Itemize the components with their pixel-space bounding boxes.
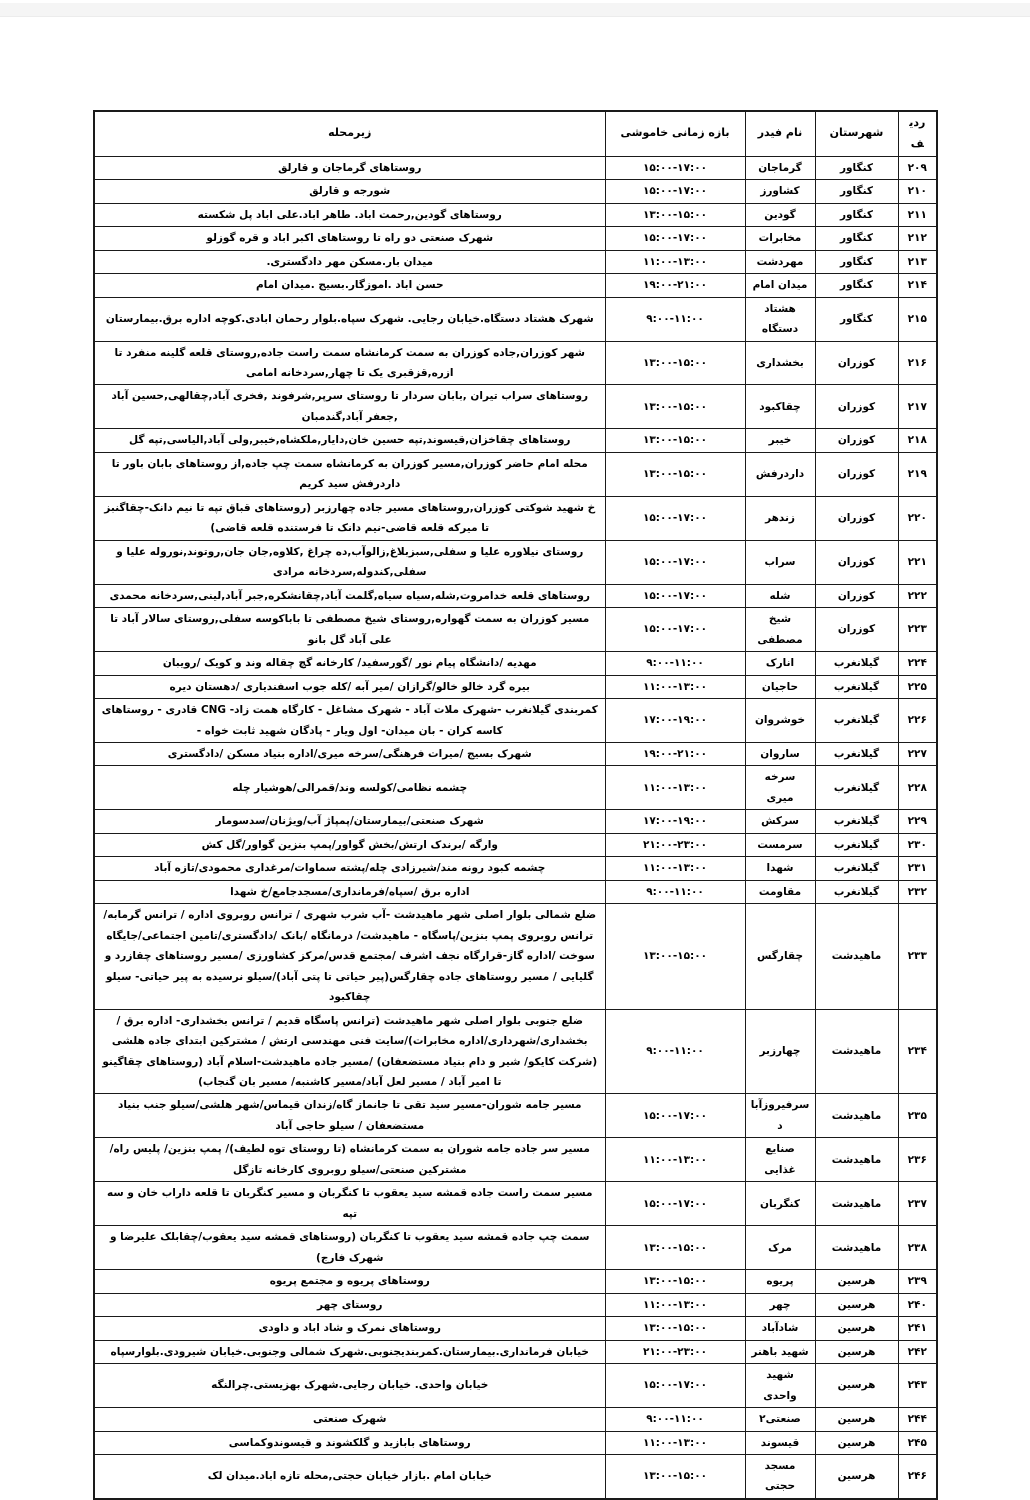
subneighborhood-cell: ضلع شمالی بلوار اصلی شهر ماهیدشت -آب شرب شهری / ترانس روبروی اداره / ترانس گرمابه/ترانس روبروی پمپ بنزین/پاسگاه - ماهیدشت/ درمانگاه /بانک /دادگستری/تامین اجتماعی/جایگاه سوخت /اداره گاز-قرارگاه نجف اشرف /مجتمع قدس/مرکز کشاورزی /مسیر روستاهای چقازرد و گلیایی / مسیر روستاهای جاده چقارگس(پیر حیاتی تا پتی آباد)/سیلو نرسیده به پیر حیاتی- سیلو چقاکبود [94, 904, 605, 1009]
table-row [94, 203, 937, 226]
county-cell: گیلانغرب [815, 699, 898, 743]
table-row [94, 496, 937, 540]
row-number-cell: ۲۱۴ [898, 274, 937, 297]
row-number-cell: ۲۱۳ [898, 250, 937, 273]
row-number-cell: ۲۲۳ [898, 608, 937, 652]
outage-time-cell: ۹:۰۰-۱۱:۰۰ [605, 1408, 745, 1431]
feeder-name-cell: شهید باهنر [745, 1340, 815, 1363]
row-number-cell: ۲۴۲ [898, 1340, 937, 1363]
outage-time-cell: ۱۵:۰۰-۱۷:۰۰ [605, 540, 745, 584]
county-cell: کوزران [815, 341, 898, 385]
table-row [94, 1431, 937, 1454]
subneighborhood-cell: روستاهای نمرک و شاد اباد و داودی [94, 1317, 605, 1340]
table-row [94, 297, 937, 341]
subneighborhood-cell: شهرک صنعتی دو راه تا روستاهای اکبر اباد و قره گوزلو [94, 227, 605, 250]
feeder-name-cell: داردرفش [745, 452, 815, 496]
row-number-cell: ۲۲۴ [898, 652, 937, 675]
feeder-name-cell: سرمست [745, 833, 815, 856]
subneighborhood-cell: ضلع جنوبی بلوار اصلی شهر ماهیدشت (ترانس پاسگاه قدیم / ترانس بخشداری- اداره برق /بخشداری/شهرداری/اداره مخابرات)/سایت فنی مهندسی ارتش / مشترکین ابتدای جاده هلشی (شرکت کایکو/ شیر و دام بنیاد مستضعفان) /مسیر جاده ماهیدشت-اسلام آباد (روستاهای چقاگینو تا امیر آباد / مسیر لعل آباد/مسیر کاشنبه/ مسیر بان گنجاب) [94, 1009, 605, 1094]
county-cell: کنگاور [815, 227, 898, 250]
feeder-name-cell: شادآباد [745, 1317, 815, 1340]
subneighborhood-cell: شهر کوزران,جاده کوزران به سمت کرمانشاه سمت راست جاده,روستای قلعه گلینه منفرد تا ازره,قزقبری یک تا چهار,سردخانه امامی [94, 341, 605, 385]
county-cell: ماهیدشت [815, 1226, 898, 1270]
county-cell: هرسین [815, 1270, 898, 1293]
county-cell: کوزران [815, 608, 898, 652]
table-row [94, 675, 937, 698]
table-row [94, 1226, 937, 1270]
row-number-cell: ۲۳۸ [898, 1226, 937, 1270]
feeder-name-cell: چقارگس [745, 904, 815, 1009]
outage-time-cell: ۱۵:۰۰-۱۷:۰۰ [605, 584, 745, 607]
outage-time-cell: ۱۵:۰۰-۱۷:۰۰ [605, 1364, 745, 1408]
row-number-cell: ۲۳۷ [898, 1182, 937, 1226]
feeder-name-cell: مسجد حجتی [745, 1454, 815, 1498]
subneighborhood-cell: مسیر سمت راست جاده قمشه سید یعقوب تا کنگربان و مسیر کنگربان تا قلعه داراب خان و سه تپه [94, 1182, 605, 1226]
table-row [94, 180, 937, 203]
county-cell: کنگاور [815, 156, 898, 179]
row-number-cell: ۲۲۶ [898, 699, 937, 743]
header-feeder-name: نام فیدر [745, 111, 815, 156]
subneighborhood-cell: مسیر کوزران به سمت گهواره,روستای شیخ مصطفی تا باباکوسه سفلی,روستای سالار آباد تا علی آباد گل بانو [94, 608, 605, 652]
county-cell: هرسین [815, 1364, 898, 1408]
row-number-cell: ۲۴۰ [898, 1293, 937, 1316]
outage-time-cell: ۲۱:۰۰-۲۳:۰۰ [605, 833, 745, 856]
table-row [94, 1009, 937, 1094]
feeder-name-cell: بخشداری [745, 341, 815, 385]
feeder-name-cell: مهردشت [745, 250, 815, 273]
table-row [94, 1408, 937, 1431]
subneighborhood-cell: روستاهای قلعه خدامروت,شله,سیاه سیاه,گلمت آباد,چقانشکره,جبر آباد,لینی,سردخانه محمدی [94, 584, 605, 607]
outage-schedule-table [93, 110, 938, 1500]
row-number-cell: ۲۳۴ [898, 1009, 937, 1094]
feeder-name-cell: خوشروان [745, 699, 815, 743]
subneighborhood-cell: روستای چهر [94, 1293, 605, 1316]
table-row [94, 540, 937, 584]
subneighborhood-cell: کمربندی گیلانغرب -شهرک ملات آباد - شهرک مشاغل - کارگاه همت زاد- CNG قادری - روستاهای کاسه کران - بان میدان- اول ویار - پادگان شهید ثابت خواه - [94, 699, 605, 743]
table-row [94, 833, 937, 856]
row-number-cell: ۲۱۲ [898, 227, 937, 250]
outage-time-cell: ۱۱:۰۰-۱۳:۰۰ [605, 1293, 745, 1316]
table-row [94, 1094, 937, 1138]
feeder-name-cell: شیخ مصطفی [745, 608, 815, 652]
subneighborhood-cell: شهرک صنعتی [94, 1408, 605, 1431]
outage-time-cell: ۱۱:۰۰-۱۳:۰۰ [605, 250, 745, 273]
row-number-cell: ۲۴۳ [898, 1364, 937, 1408]
county-cell: کوزران [815, 452, 898, 496]
header-row-number: ردیف [898, 111, 937, 156]
county-cell: هرسین [815, 1340, 898, 1363]
row-number-cell: ۲۰۹ [898, 156, 937, 179]
feeder-name-cell: چهر [745, 1293, 815, 1316]
feeder-name-cell: گرماجان [745, 156, 815, 179]
header-outage-time-range: بازه زمانی خاموشی [605, 111, 745, 156]
table-body [94, 156, 937, 1499]
subneighborhood-cell: بیره گرد خالو خالو/گرازان /میر آبه /کله جوب اسفندیاری /دهستان دیره [94, 675, 605, 698]
table-row [94, 1364, 937, 1408]
header-subneighborhood: زیرمحله [94, 111, 605, 156]
document-sheet [95, 110, 938, 1500]
subneighborhood-cell: شورجه و قارلق [94, 180, 605, 203]
row-number-cell: ۲۳۰ [898, 833, 937, 856]
county-cell: کنگاور [815, 250, 898, 273]
county-cell: گیلانغرب [815, 652, 898, 675]
subneighborhood-cell: چشمه نظامی/کولسه وند/قمرالی/هوشیار چله [94, 766, 605, 810]
feeder-name-cell: مقاومت [745, 880, 815, 903]
county-cell: هرسین [815, 1408, 898, 1431]
table-row [94, 385, 937, 429]
feeder-name-cell: میدان امام [745, 274, 815, 297]
county-cell: کنگاور [815, 203, 898, 226]
outage-time-cell: ۱۳:۰۰-۱۵:۰۰ [605, 1454, 745, 1498]
table-row [94, 452, 937, 496]
subneighborhood-cell: شهرک هشتاد دستگاه.خیابان رجایی. شهرک سپاه.بلوار رحمان ابادی.کوچه اداره برق.بیمارستان [94, 297, 605, 341]
table-row [94, 1454, 937, 1498]
subneighborhood-cell: خیابان واحدی. خیابان رجایی.شهرک بهزیستی.چرالنگه [94, 1364, 605, 1408]
outage-time-cell: ۱۷:۰۰-۱۹:۰۰ [605, 810, 745, 833]
county-cell: گیلانغرب [815, 833, 898, 856]
subneighborhood-cell: محله امام حاضر کوزران,مسیر کوزران به کرمانشاه سمت چپ جاده,از روستاهای بابان باور تا داردرفش سید کریم [94, 452, 605, 496]
subneighborhood-cell: سمت چپ جاده قمشه سید یعقوب تا کنگربان (روستاهای قمشه سید یعقوب/چقابلک علیرضا و شهرک فارج) [94, 1226, 605, 1270]
feeder-name-cell: شهید واحدی [745, 1364, 815, 1408]
feeder-name-cell: صنایع غذایی [745, 1138, 815, 1182]
county-cell: کوزران [815, 429, 898, 452]
county-cell: هرسین [815, 1293, 898, 1316]
row-number-cell: ۲۲۰ [898, 496, 937, 540]
feeder-name-cell: مخابرات [745, 227, 815, 250]
subneighborhood-cell: مسیر جامه شوران-مسیر سید تقی تا جانماز گاه/زندان قیماس/شهر هلشی/سیلو جنب بنیاد مستضعفان / سیلو حاجی آباد [94, 1094, 605, 1138]
feeder-name-cell: کشاورز [745, 180, 815, 203]
row-number-cell: ۲۲۲ [898, 584, 937, 607]
row-number-cell: ۲۱۵ [898, 297, 937, 341]
row-number-cell: ۲۱۶ [898, 341, 937, 385]
row-number-cell: ۲۳۲ [898, 880, 937, 903]
table-row [94, 652, 937, 675]
feeder-name-cell: پریوه [745, 1270, 815, 1293]
feeder-name-cell: ساروان [745, 742, 815, 765]
subneighborhood-cell: چشمه کبود رونه مند/شیرزادی چله/پشته سماوات/مرغداری محمودی/تازه آباد [94, 857, 605, 880]
subneighborhood-cell: وارگه /برندک ارتش/بخش گواور/پمپ بنزین گواور/گل کش [94, 833, 605, 856]
outage-time-cell: ۱۵:۰۰-۱۷:۰۰ [605, 1182, 745, 1226]
subneighborhood-cell: روستاهای بابازید و گلکشوند و قیسوندوکماسی [94, 1431, 605, 1454]
county-cell: گیلانغرب [815, 766, 898, 810]
subneighborhood-cell: روستای نیلاوره علیا و سفلی,سبزبلاغ,زالوآب,ده چراغ ,کلاوه,جان جان,روتوند,نوروله علیا و سفلی,کندوله,سردخانه مرادی [94, 540, 605, 584]
table-row [94, 1293, 937, 1316]
outage-time-cell: ۱۵:۰۰-۱۷:۰۰ [605, 608, 745, 652]
outage-time-cell: ۱۱:۰۰-۱۳:۰۰ [605, 857, 745, 880]
outage-time-cell: ۱۳:۰۰-۱۵:۰۰ [605, 203, 745, 226]
feeder-name-cell: مرک [745, 1226, 815, 1270]
subneighborhood-cell: روستاهای گودین,رحمت اباد. طاهر اباد.علی اباد پل شکسته [94, 203, 605, 226]
row-number-cell: ۲۲۹ [898, 810, 937, 833]
table-row [94, 584, 937, 607]
row-number-cell: ۲۴۶ [898, 1454, 937, 1498]
feeder-name-cell: شله [745, 584, 815, 607]
table-row [94, 341, 937, 385]
outage-time-cell: ۱۱:۰۰-۱۳:۰۰ [605, 1431, 745, 1454]
outage-time-cell: ۱۳:۰۰-۱۵:۰۰ [605, 1226, 745, 1270]
table-row [94, 699, 937, 743]
table-row [94, 766, 937, 810]
subneighborhood-cell: خیابان فرمانداری.بیمارستان.کمربندیجنوبی.شهرک شمالی وجنوبی.خیابان شیرودی.بلوارسپاه [94, 1340, 605, 1363]
feeder-name-cell: سرخه میری [745, 766, 815, 810]
county-cell: هرسین [815, 1431, 898, 1454]
row-number-cell: ۲۱۰ [898, 180, 937, 203]
feeder-name-cell: انارک [745, 652, 815, 675]
subneighborhood-cell: روستاهای گرماجان و قارلق [94, 156, 605, 179]
table-row [94, 810, 937, 833]
outage-time-cell: ۱۳:۰۰-۱۵:۰۰ [605, 341, 745, 385]
table-row [94, 250, 937, 273]
feeder-name-cell: گودین [745, 203, 815, 226]
subneighborhood-cell: میدان بار.مسکن مهر دادگستری. [94, 250, 605, 273]
county-cell: ماهیدشت [815, 1094, 898, 1138]
outage-time-cell: ۱۷:۰۰-۱۹:۰۰ [605, 699, 745, 743]
row-number-cell: ۲۴۵ [898, 1431, 937, 1454]
table-row [94, 227, 937, 250]
county-cell: کوزران [815, 496, 898, 540]
row-number-cell: ۲۱۱ [898, 203, 937, 226]
county-cell: گیلانغرب [815, 742, 898, 765]
table-row [94, 429, 937, 452]
county-cell: کنگاور [815, 297, 898, 341]
row-number-cell: ۲۲۱ [898, 540, 937, 584]
outage-time-cell: ۱۳:۰۰-۱۵:۰۰ [605, 1270, 745, 1293]
outage-time-cell: ۱۹:۰۰-۲۱:۰۰ [605, 274, 745, 297]
outage-time-cell: ۱۳:۰۰-۱۵:۰۰ [605, 1317, 745, 1340]
subneighborhood-cell: روستاهای چقاخزان,قیسوند,تپه حسین خان,دایار,ملکشاه,خیبر,ولی آباد,الیاسی,تپه گل [94, 429, 605, 452]
outage-time-cell: ۱۳:۰۰-۱۵:۰۰ [605, 452, 745, 496]
county-cell: ماهیدشت [815, 1009, 898, 1094]
county-cell: گیلانغرب [815, 810, 898, 833]
subneighborhood-cell: حسن اباد .اموزگار.بسیج .میدان امام [94, 274, 605, 297]
table-header-row [94, 111, 937, 156]
table-row [94, 742, 937, 765]
feeder-name-cell: هشتاد دستگاه [745, 297, 815, 341]
header-county: شهرستان [815, 111, 898, 156]
subneighborhood-cell: روستاهای پریوه و مجتمع پریوه [94, 1270, 605, 1293]
feeder-name-cell: شهدا [745, 857, 815, 880]
feeder-name-cell: کنگربان [745, 1182, 815, 1226]
row-number-cell: ۲۲۷ [898, 742, 937, 765]
subneighborhood-cell: روستاهای سراب تیران ,بابان سردار تا روستای سرپر,شرفوند ,فخری آباد,چقالهی,حسین آباد ,جعفر آباد,گندمبان [94, 385, 605, 429]
feeder-name-cell: قیسوند [745, 1431, 815, 1454]
outage-time-cell: ۲۱:۰۰-۲۳:۰۰ [605, 1340, 745, 1363]
table-row [94, 1182, 937, 1226]
row-number-cell: ۲۱۸ [898, 429, 937, 452]
county-cell: هرسین [815, 1454, 898, 1498]
outage-time-cell: ۱۵:۰۰-۱۷:۰۰ [605, 496, 745, 540]
outage-time-cell: ۱۱:۰۰-۱۳:۰۰ [605, 675, 745, 698]
table-row [94, 1317, 937, 1340]
row-number-cell: ۲۱۷ [898, 385, 937, 429]
feeder-name-cell: زندهر [745, 496, 815, 540]
page-top-strip [0, 3, 1030, 17]
outage-time-cell: ۱۳:۰۰-۱۵:۰۰ [605, 385, 745, 429]
feeder-name-cell: حاجیان [745, 675, 815, 698]
row-number-cell: ۲۳۹ [898, 1270, 937, 1293]
outage-time-cell: ۱۱:۰۰-۱۳:۰۰ [605, 766, 745, 810]
table-row [94, 608, 937, 652]
row-number-cell: ۲۴۴ [898, 1408, 937, 1431]
row-number-cell: ۲۳۶ [898, 1138, 937, 1182]
county-cell: کنگاور [815, 180, 898, 203]
county-cell: ماهیدشت [815, 1138, 898, 1182]
outage-time-cell: ۹:۰۰-۱۱:۰۰ [605, 880, 745, 903]
outage-time-cell: ۱۵:۰۰-۱۷:۰۰ [605, 156, 745, 179]
outage-time-cell: ۱۹:۰۰-۲۱:۰۰ [605, 742, 745, 765]
table-row [94, 904, 937, 1009]
subneighborhood-cell: خ شهید شوکتی کوزران,روستاهای مسیر جاده چهارزبر (روستاهای قباق تپه تا نیم دانک-چقاگنبز تا میرکه قلعه قاضی-نیم دانک تا فرستنده قلعه قاضی) [94, 496, 605, 540]
table-row [94, 1270, 937, 1293]
county-cell: گیلانغرب [815, 880, 898, 903]
feeder-name-cell: صنعتی۲ [745, 1408, 815, 1431]
outage-time-cell: ۹:۰۰-۱۱:۰۰ [605, 297, 745, 341]
subneighborhood-cell: شهرک بسیج /میرات فرهنگی/سرخه میری/اداره بنیاد مسکن /دادگستری [94, 742, 605, 765]
table-row [94, 857, 937, 880]
outage-time-cell: ۹:۰۰-۱۱:۰۰ [605, 652, 745, 675]
feeder-name-cell: چهارزبر [745, 1009, 815, 1094]
county-cell: ماهیدشت [815, 1182, 898, 1226]
table-row [94, 1138, 937, 1182]
county-cell: کنگاور [815, 274, 898, 297]
county-cell: هرسین [815, 1317, 898, 1340]
outage-time-cell: ۹:۰۰-۱۱:۰۰ [605, 1009, 745, 1094]
feeder-name-cell: چقاکبود [745, 385, 815, 429]
county-cell: کوزران [815, 584, 898, 607]
outage-time-cell: ۱۵:۰۰-۱۷:۰۰ [605, 227, 745, 250]
county-cell: کوزران [815, 540, 898, 584]
table-row [94, 880, 937, 903]
row-number-cell: ۲۴۱ [898, 1317, 937, 1340]
outage-time-cell: ۱۳:۰۰-۱۵:۰۰ [605, 904, 745, 1009]
county-cell: کوزران [815, 385, 898, 429]
subneighborhood-cell: مهدیه /دانشگاه پیام نور /گورسفید/ کارخانه گچ چقاله وند و کویک /رویبان [94, 652, 605, 675]
feeder-name-cell: سرفیروزآباد [745, 1094, 815, 1138]
row-number-cell: ۲۲۵ [898, 675, 937, 698]
subneighborhood-cell: خیابان امام .بازار خیابان حجتی,محله تازه اباد.میدان لک [94, 1454, 605, 1498]
feeder-name-cell: خیبر [745, 429, 815, 452]
outage-time-cell: ۱۳:۰۰-۱۵:۰۰ [605, 429, 745, 452]
subneighborhood-cell: شهرک صنعتی/بیمارستان/پمپاژ آب/ویژنان/سدسومار [94, 810, 605, 833]
feeder-name-cell: سراب [745, 540, 815, 584]
county-cell: ماهیدشت [815, 904, 898, 1009]
row-number-cell: ۲۳۳ [898, 904, 937, 1009]
table-row [94, 156, 937, 179]
outage-time-cell: ۱۱:۰۰-۱۳:۰۰ [605, 1138, 745, 1182]
county-cell: گیلانغرب [815, 675, 898, 698]
row-number-cell: ۲۳۵ [898, 1094, 937, 1138]
table-row [94, 1340, 937, 1363]
row-number-cell: ۲۱۹ [898, 452, 937, 496]
county-cell: گیلانغرب [815, 857, 898, 880]
row-number-cell: ۲۲۸ [898, 766, 937, 810]
table-row [94, 274, 937, 297]
subneighborhood-cell: اداره برق /سپاه/فرمانداری/مسجدجامع/خ شهدا [94, 880, 605, 903]
outage-time-cell: ۱۵:۰۰-۱۷:۰۰ [605, 1094, 745, 1138]
subneighborhood-cell: مسیر سر جاده جامه شوران به سمت کرمانشاه (تا روستای توه لطیف)/ پمپ بنزین/ پلیس راه/مشترکین صنعتی/سیلو روبروی کارخانه تازگل [94, 1138, 605, 1182]
row-number-cell: ۲۳۱ [898, 857, 937, 880]
outage-time-cell: ۱۵:۰۰-۱۷:۰۰ [605, 180, 745, 203]
feeder-name-cell: سرکش [745, 810, 815, 833]
